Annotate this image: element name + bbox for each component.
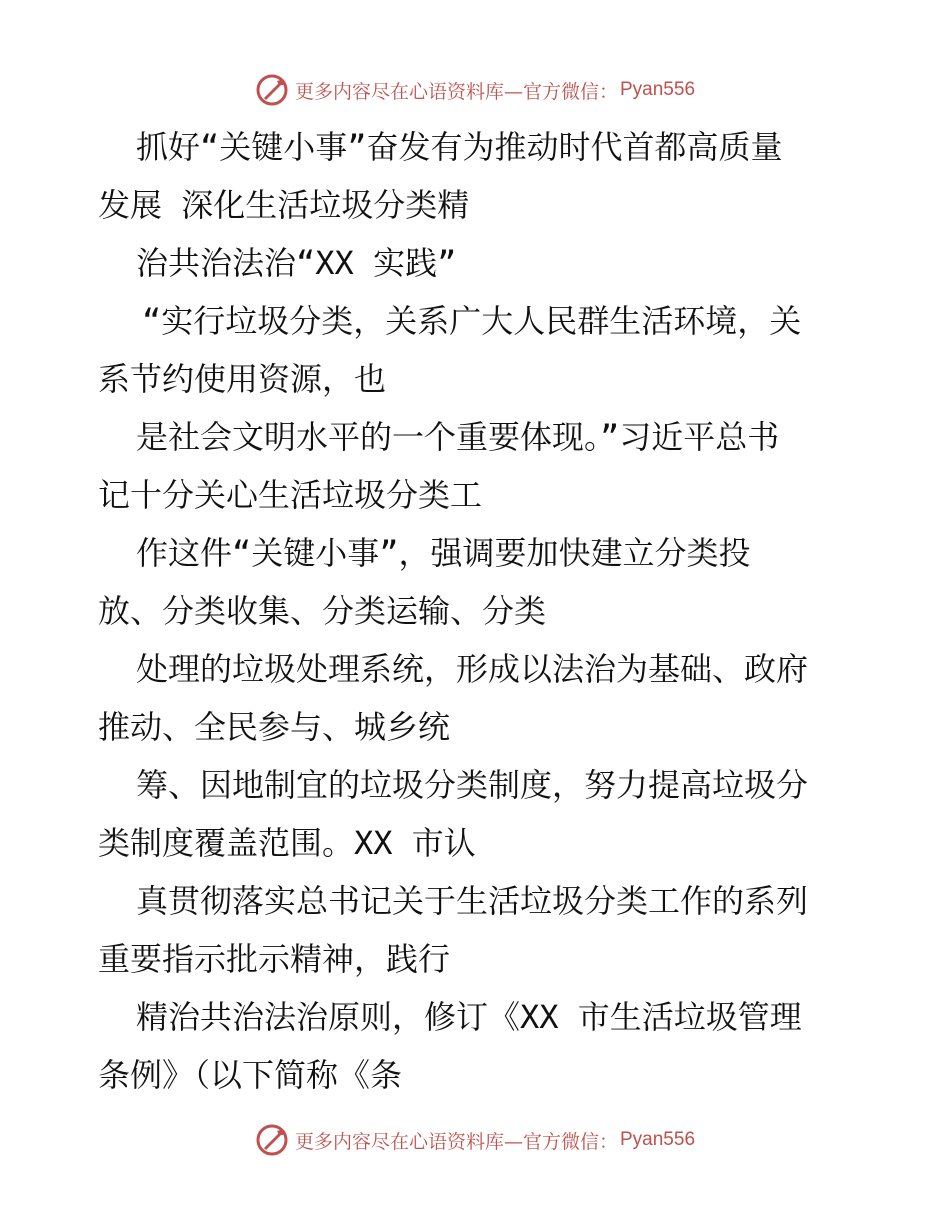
paragraph-line: 条例》（以下简称《条 [98,1056,403,1094]
paragraph-line: 发展 深化生活垃圾分类精 [98,186,470,224]
header-site-text: 更多内容尽在心语资料库—官方微信： [294,80,618,103]
paragraph-line: 记十分关心生活垃圾分类工 [98,476,483,514]
header-banner [0,70,950,110]
footer-site-text: 更多内容尽在心语资料库—官方微信： [294,1130,618,1153]
paragraph-line: 抓好“关键小事”奋发有为推动时代首都高质量 [136,128,783,166]
paragraph-line: 治共治法治“XX 实践” [136,244,457,282]
paragraph-line: 处理的垃圾处理系统，形成以法治为基础、政府 [136,650,809,688]
paragraph-line: 精治共治法治原则，修订《XX 市生活垃圾管理 [136,998,802,1036]
paragraph-line: “实行垃圾分类，关系广大人民群生活环境，关 [142,302,802,340]
paragraph-line: 重要指示批示精神，践行 [98,940,451,978]
paragraph-line: 真贯彻落实总书记关于生活垃圾分类工作的系列 [136,882,809,920]
document-body [98,118,858,1104]
paragraph-line: 系节约使用资源，也 [98,360,387,398]
header-contact: Pyan556 [620,79,696,100]
footer-contact: Pyan556 [620,1129,696,1150]
quill-pen-logo-icon [255,73,289,107]
paragraph-line: 作这件“关键小事”，强调要加快建立分类投 [136,534,751,572]
paragraph-line: 是社会文明水平的一个重要体现。”习近平总书 [136,418,780,456]
paragraph-line: 类制度覆盖范围。XX 市认 [98,824,476,862]
paragraph-line: 推动、全民参与、城乡统 [98,708,451,746]
footer-banner [0,1120,950,1160]
quill-pen-logo-icon [255,1123,289,1157]
paragraph-line: 筹、因地制宜的垃圾分类制度，努力提高垃圾分 [136,766,809,804]
paragraph-line: 放、分类收集、分类运输、分类 [98,592,547,630]
